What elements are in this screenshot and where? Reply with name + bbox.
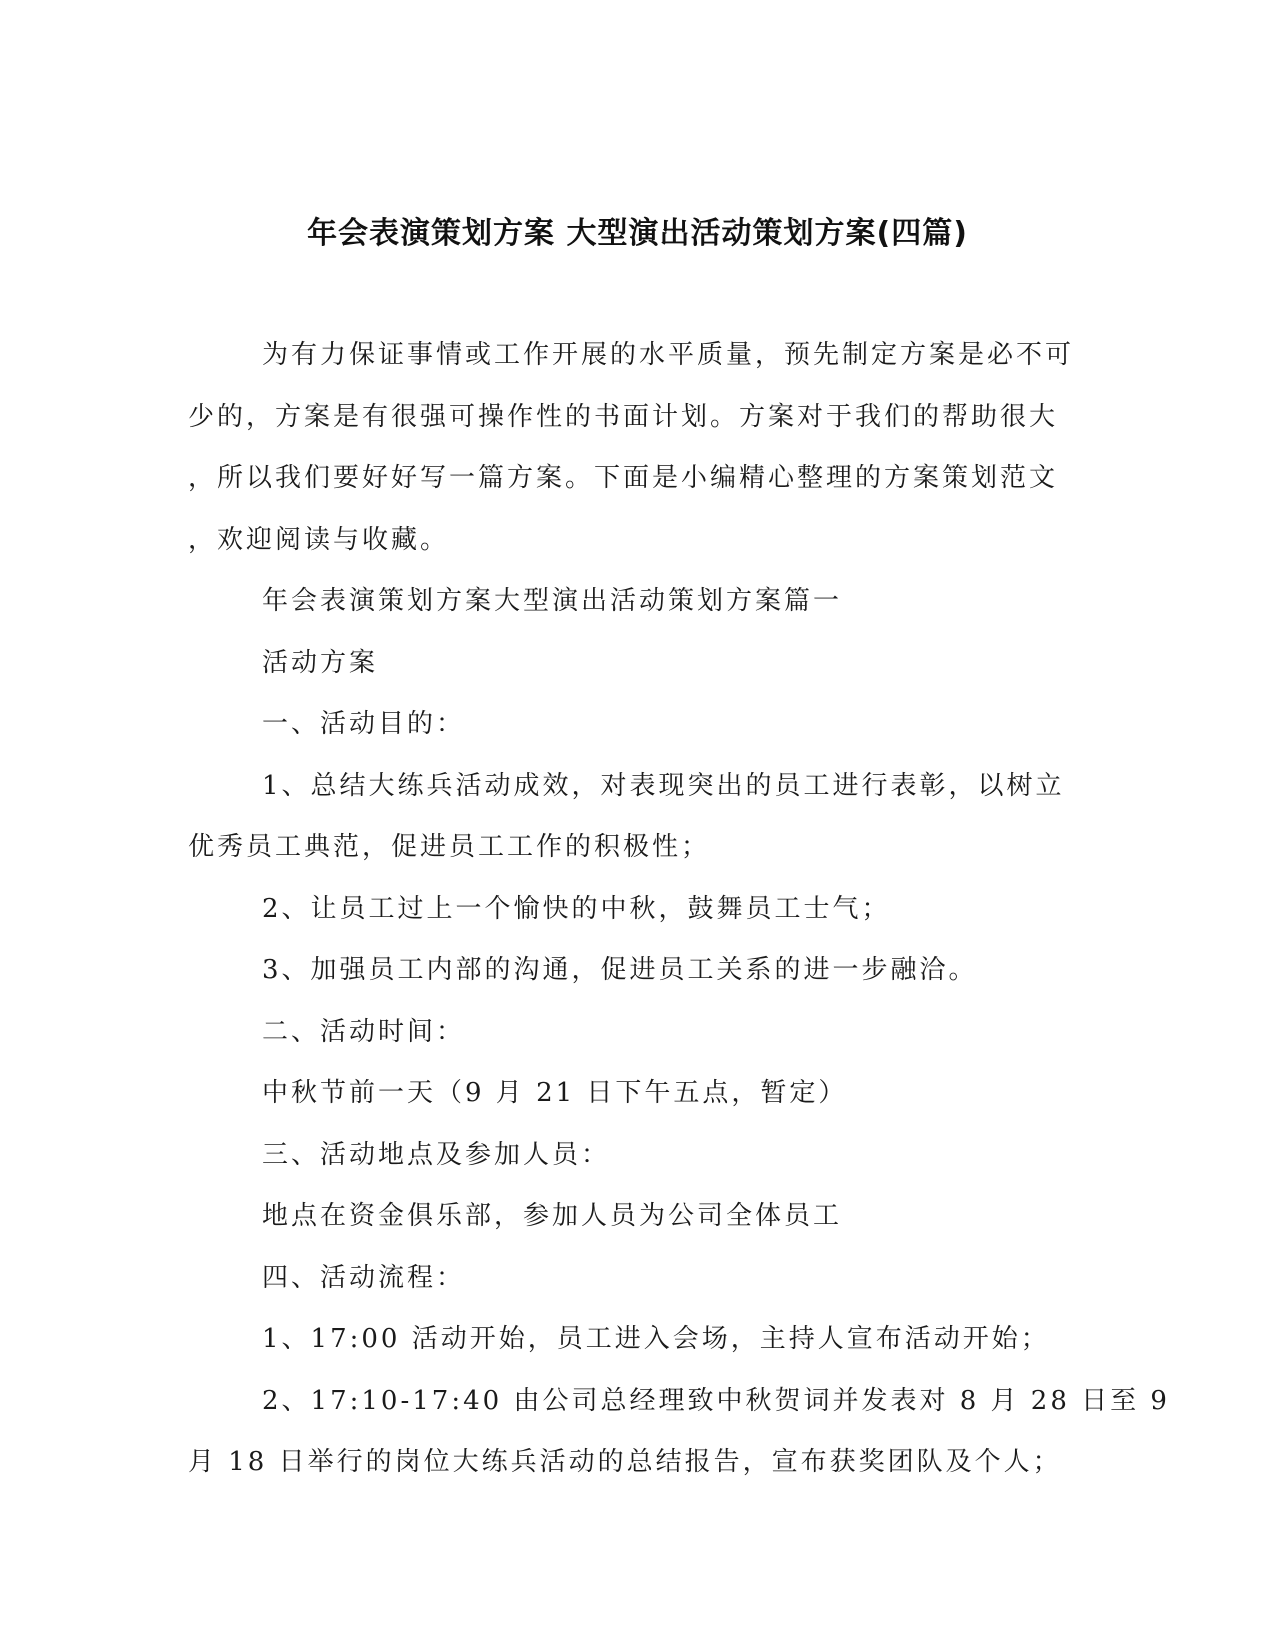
paragraph-line: 四、活动流程： xyxy=(262,1262,466,1293)
document-title: 年会表演策划方案 大型演出活动策划方案(四篇) xyxy=(307,216,968,251)
paragraph-line: 二、活动时间： xyxy=(262,1016,466,1047)
paragraph-line: 一、活动目的： xyxy=(262,709,466,739)
paragraph-line: ，欢迎阅读与收藏。 xyxy=(188,524,450,555)
paragraph-line: 2、让员工过上一个愉快的中秋，鼓舞员工士气； xyxy=(262,893,891,924)
paragraph-line: 1、17:00 活动开始，员工进入会场，主持人宣布活动开始； xyxy=(262,1324,1050,1354)
paragraph-line: 活动方案 xyxy=(262,647,379,678)
paragraph-line: 少的，方案是有很强可操作性的书面计划。方案对于我们的帮助很大 xyxy=(188,401,1059,432)
paragraph-line: 1、总结大练兵活动成效，对表现突出的员工进行表彰，以树立 xyxy=(262,770,1065,801)
paragraph-line: 3、加强员工内部的沟通，促进员工关系的进一步融洽。 xyxy=(262,955,978,985)
paragraph-line: 优秀员工典范，促进员工工作的积极性； xyxy=(188,832,711,862)
paragraph-line: ，所以我们要好好写一篇方案。下面是小编精心整理的方案策划范文 xyxy=(188,463,1059,493)
paragraph-line: 为有力保证事情或工作开展的水平质量，预先制定方案是必不可 xyxy=(262,340,1075,370)
paragraph-line: 2、17:10-17:40 由公司总经理致中秋贺词并发表对 8 月 28 日至 9 xyxy=(262,1385,1170,1416)
paragraph-line: 月 18 日举行的岗位大练兵活动的总结报告，宣布获奖团队及个人； xyxy=(188,1447,1062,1477)
paragraph-line: 地点在资金俱乐部，参加人员为公司全体员工 xyxy=(262,1201,843,1231)
paragraph-line: 年会表演策划方案大型演出活动策划方案篇一 xyxy=(262,586,843,616)
paragraph-line: 中秋节前一天（9 月 21 日下午五点，暂定） xyxy=(262,1078,848,1108)
paragraph-line: 三、活动地点及参加人员： xyxy=(262,1139,611,1170)
document-body xyxy=(188,333,1170,1502)
